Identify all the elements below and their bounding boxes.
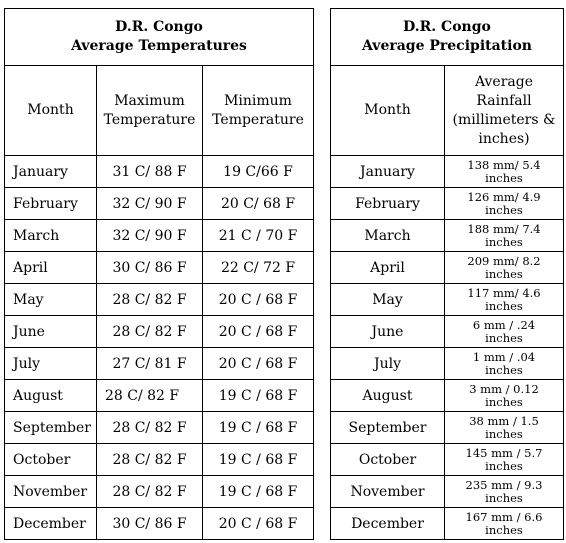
- month-header: Month: [331, 66, 445, 156]
- month-cell: December: [5, 508, 97, 540]
- month-cell: May: [331, 284, 445, 316]
- month-cell: December: [331, 508, 445, 540]
- max-temp-cell: 28 C/ 82 F: [97, 444, 203, 476]
- rainfall-cell: 126 mm/ 4.9 inches: [445, 188, 564, 220]
- min-temp-cell: 21 C / 70 F: [203, 220, 314, 252]
- table-row: [5, 316, 314, 348]
- precipitation-header-row: [331, 66, 564, 156]
- table-row: [331, 156, 564, 188]
- table-row: [5, 188, 314, 220]
- table-row: [331, 252, 564, 284]
- month-cell: August: [5, 380, 97, 412]
- month-cell: June: [331, 316, 445, 348]
- table-row: [5, 476, 314, 508]
- rainfall-cell: 145 mm / 5.7 inches: [445, 444, 564, 476]
- month-cell: April: [5, 252, 97, 284]
- min-temp-cell: 19 C / 68 F: [203, 412, 314, 444]
- rainfall-cell: 235 mm / 9.3 inches: [445, 476, 564, 508]
- precipitation-table: [330, 8, 564, 540]
- month-cell: July: [5, 348, 97, 380]
- table-row: [5, 508, 314, 540]
- table-row: [331, 188, 564, 220]
- table-row: [331, 412, 564, 444]
- month-cell: July: [331, 348, 445, 380]
- table-row: [331, 380, 564, 412]
- max-temp-cell: 28 C/ 82 F: [97, 380, 203, 412]
- table-row: [5, 252, 314, 284]
- rainfall-cell: 1 mm / .04 inches: [445, 348, 564, 380]
- month-cell: March: [331, 220, 445, 252]
- month-cell: October: [5, 444, 97, 476]
- rainfall-header: Average Rainfall (millimeters & inches): [445, 66, 564, 156]
- precipitation-title-line1: D.R. Congo: [403, 19, 491, 35]
- min-temp-cell: 20 C/ 68 F: [203, 188, 314, 220]
- table-row: [331, 348, 564, 380]
- rainfall-cell: 167 mm / 6.6 inches: [445, 508, 564, 540]
- temperature-table-title: [5, 9, 314, 66]
- max-temperature-header: Maximum Temperature: [97, 66, 203, 156]
- month-cell: January: [331, 156, 445, 188]
- table-row: [5, 156, 314, 188]
- month-cell: November: [5, 476, 97, 508]
- month-header: Month: [5, 66, 97, 156]
- rainfall-cell: 6 mm / .24 inches: [445, 316, 564, 348]
- max-temp-cell: 27 C/ 81 F: [97, 348, 203, 380]
- min-temp-cell: 19 C / 68 F: [203, 380, 314, 412]
- month-cell: October: [331, 444, 445, 476]
- month-cell: June: [5, 316, 97, 348]
- month-cell: November: [331, 476, 445, 508]
- rainfall-cell: 117 mm/ 4.6 inches: [445, 284, 564, 316]
- min-temp-cell: 22 C/ 72 F: [203, 252, 314, 284]
- table-row: [331, 444, 564, 476]
- rainfall-cell: 209 mm/ 8.2 inches: [445, 252, 564, 284]
- rainfall-cell: 138 mm/ 5.4 inches: [445, 156, 564, 188]
- rainfall-cell: 38 mm / 1.5 inches: [445, 412, 564, 444]
- min-temp-cell: 19 C / 68 F: [203, 444, 314, 476]
- temperature-title-line1: D.R. Congo: [115, 19, 203, 35]
- max-temp-cell: 31 C/ 88 F: [97, 156, 203, 188]
- min-temp-cell: 19 C / 68 F: [203, 476, 314, 508]
- table-row: [331, 220, 564, 252]
- table-row: [5, 444, 314, 476]
- table-row: [5, 412, 314, 444]
- table-row: [5, 220, 314, 252]
- max-temp-cell: 28 C/ 82 F: [97, 284, 203, 316]
- max-temp-cell: 28 C/ 82 F: [97, 476, 203, 508]
- max-temp-cell: 28 C/ 82 F: [97, 316, 203, 348]
- max-temp-cell: 30 C/ 86 F: [97, 252, 203, 284]
- max-temp-cell: 30 C/ 86 F: [97, 508, 203, 540]
- table-row: [331, 476, 564, 508]
- table-row: [5, 348, 314, 380]
- table-row: [331, 508, 564, 540]
- table-row: [5, 380, 314, 412]
- temperature-header-row: [5, 66, 314, 156]
- temperature-table: [4, 8, 314, 540]
- min-temp-cell: 20 C / 68 F: [203, 284, 314, 316]
- month-cell: September: [331, 412, 445, 444]
- month-cell: May: [5, 284, 97, 316]
- month-cell: March: [5, 220, 97, 252]
- min-temperature-header: Minimum Temperature: [203, 66, 314, 156]
- rainfall-cell: 3 mm / 0.12 inches: [445, 380, 564, 412]
- rainfall-cell: 188 mm/ 7.4 inches: [445, 220, 564, 252]
- table-row: [331, 284, 564, 316]
- month-cell: August: [331, 380, 445, 412]
- month-cell: February: [331, 188, 445, 220]
- month-cell: February: [5, 188, 97, 220]
- month-cell: April: [331, 252, 445, 284]
- month-cell: September: [5, 412, 97, 444]
- min-temp-cell: 20 C / 68 F: [203, 508, 314, 540]
- min-temp-cell: 19 C/66 F: [203, 156, 314, 188]
- min-temp-cell: 20 C / 68 F: [203, 348, 314, 380]
- max-temp-cell: 32 C/ 90 F: [97, 220, 203, 252]
- table-row: [331, 316, 564, 348]
- temperature-title-line2: Average Temperatures: [71, 38, 247, 54]
- max-temp-cell: 28 C/ 82 F: [97, 412, 203, 444]
- month-cell: January: [5, 156, 97, 188]
- precipitation-title-line2: Average Precipitation: [362, 38, 532, 54]
- min-temp-cell: 20 C / 68 F: [203, 316, 314, 348]
- table-row: [5, 284, 314, 316]
- max-temp-cell: 32 C/ 90 F: [97, 188, 203, 220]
- precipitation-table-title: [331, 9, 564, 66]
